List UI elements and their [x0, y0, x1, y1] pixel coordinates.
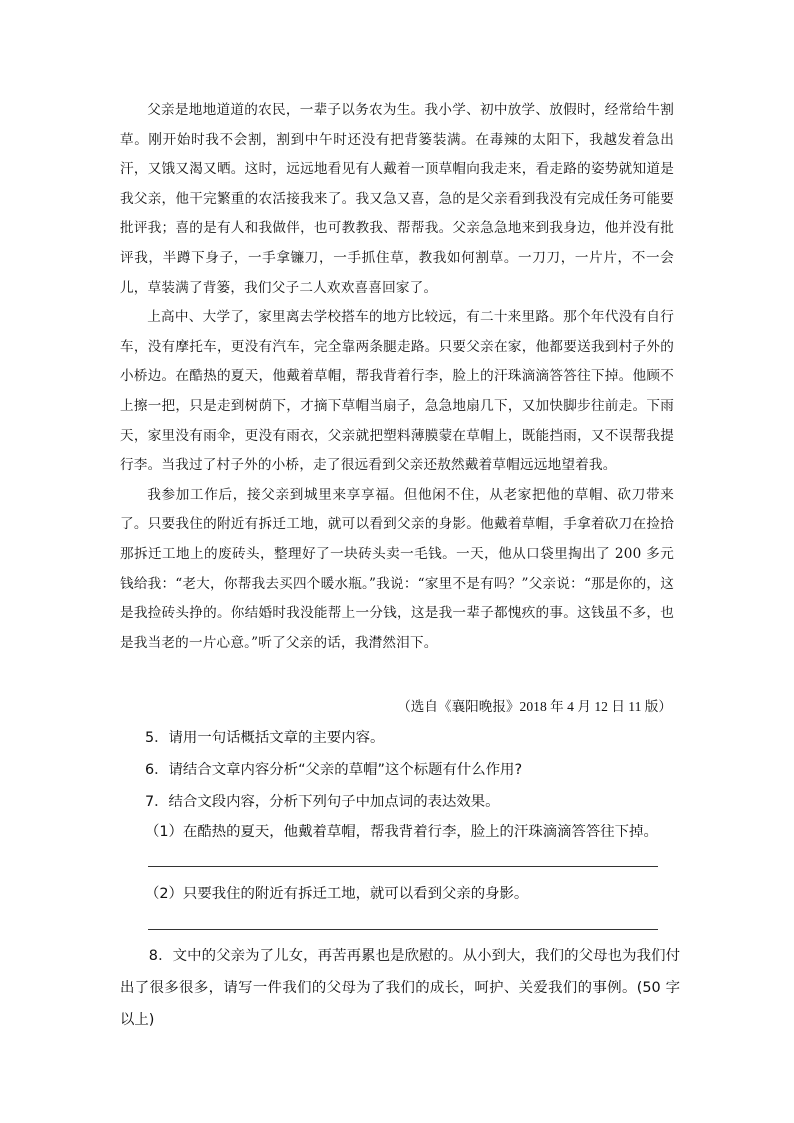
question-5: 5．请用一句话概括文章的主要内容。 [145, 730, 385, 746]
answer-line-7-2[interactable] [148, 929, 658, 930]
question-6: 6．请结合文章内容分析“父亲的草帽”这个标题有什么作用? [145, 762, 523, 778]
question-7-2: （2）只要我住的附近有拆迁工地，就可以看到父亲的身影。 [145, 886, 529, 902]
question-8: 8．文中的父亲为了儿女，再苦再累也是欣慰的。从小到大，我们的父母也为我们付出了很多很多，请写一件我们的父母为了我们的成长，呵护、关爱我们的事例。(50 字以上) [120, 948, 680, 1028]
passage-source: （选自《襄阳晚报》2018 年 4 月 12 日 11 版） [397, 699, 672, 714]
question-7-1: （1）在酷热的夏天，他戴着草帽，帮我背着行李，脸上的汗珠滴滴答答往下掉。 [145, 824, 658, 840]
passage-paragraph-2: 上高中、大学了，家里离去学校搭车的地方比较远，有二十来里路。那个年代没有自行车，没有摩托车，更没有汽车，完全靠两条腿走路。只要父亲在家，他都要送我到村子外的小桥边。在酷热的夏天，他戴着草帽，帮我背着行李，脸上的汗珠滴滴答答往下掉。他顾不上擦一把，只是走到树荫下，才摘下草帽当扇子，急急地扇几下，又加快脚步往前走。下雨天，家里没有雨伞，更没有雨衣，父亲就把塑料薄膜蒙在草帽上，既能挡雨，又不误帮我提行李。当我过了村子外的小桥，走了很远看到父亲还敖然戴着草帽远远地望着我。 [120, 309, 674, 474]
reading-passage [120, 96, 674, 658]
passage-paragraph-3: 我参加工作后，接父亲到城里来享享福。但他闲不住，从老家把他的草帽、砍刀带来了。只要我住的附近有拆迁工地，就可以看到父亲的身影。他戴着草帽，手拿着砍刀在捡拾那拆迁工地上的废砖头，整理好了一块砖头卖一毛钱。一天，他从口袋里掏出了 200 多元钱给我：“老大，你帮我去买四个暖水瓶。”我说：“家里不是有吗？”父亲说：“那是你的，这是我捡砖头挣的。你结婚时我没能帮上一分钱，这是我一辈子都愧疚的事。这钱虽不多，也是我当老的一片心意。”听了父亲的话，我潸然泪下。 [120, 486, 674, 651]
passage-paragraph-1: 父亲是地地道道的农民，一辈子以务农为生。我小学、初中放学、放假时，经常给牛割草。刚开始时我不会割，割到中午时还没有把背篓装满。在毒辣的太阳下，我越发着急出汗，又饿又渴又晒。这时，远远地看见有人戴着一顶草帽向我走来，看走路的姿势就知道是我父亲，他干完繁重的农活接我来了。我又急又喜，急的是父亲看到我没有完成任务可能要批评我；喜的是有人和我做伴，也可教教我、帮帮我。父亲急急地来到我身边，他并没有批评我，半蹲下身子，一手拿镰刀，一手抓住草，教我如何割草。一刀刀，一片片，不一会儿，草装满了背篓，我们父子二人欢欢喜喜回家了。 [120, 102, 674, 296]
question-7: 7．结合文段内容，分析下列句子中加点词的表达效果。 [145, 794, 500, 810]
answer-line-7-1[interactable] [148, 866, 658, 867]
